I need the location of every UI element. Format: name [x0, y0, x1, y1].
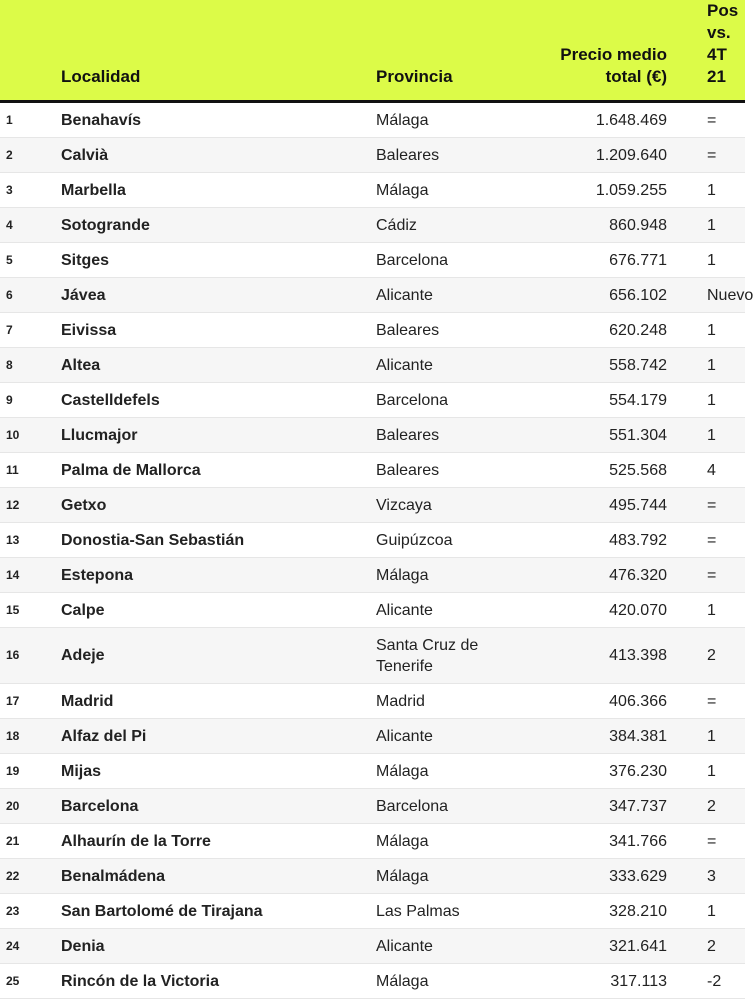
cell-pos: 1 [667, 208, 745, 243]
cell-localidad: Llucmajor [61, 418, 376, 453]
table-row [0, 684, 745, 719]
table-row [0, 243, 745, 278]
cell-pos: = [667, 558, 745, 593]
cell-rank: 20 [0, 789, 61, 824]
cell-pos: 1 [667, 173, 745, 208]
table-row [0, 859, 745, 894]
cell-provincia: Alicante [376, 278, 546, 313]
cell-precio: 317.113 [546, 964, 667, 999]
cell-pos: 3 [667, 859, 745, 894]
cell-localidad: Palma de Mallorca [61, 453, 376, 488]
cell-provincia: Santa Cruz de Tenerife [376, 628, 546, 684]
cell-pos: 1 [667, 313, 745, 348]
cell-rank: 14 [0, 558, 61, 593]
cell-precio: 676.771 [546, 243, 667, 278]
cell-localidad: Benalmádena [61, 859, 376, 894]
cell-pos: = [667, 523, 745, 558]
cell-localidad: Calvià [61, 138, 376, 173]
cell-localidad: Alhaurín de la Torre [61, 824, 376, 859]
cell-pos: 1 [667, 754, 745, 789]
cell-provincia: Guipúzcoa [376, 523, 546, 558]
cell-pos: 2 [667, 929, 745, 964]
cell-rank: 15 [0, 593, 61, 628]
cell-localidad: Mijas [61, 754, 376, 789]
cell-pos: -2 [667, 964, 745, 999]
cell-precio: 554.179 [546, 383, 667, 418]
cell-localidad: Sitges [61, 243, 376, 278]
cell-rank: 17 [0, 684, 61, 719]
cell-provincia: Málaga [376, 754, 546, 789]
cell-provincia: Barcelona [376, 243, 546, 278]
cell-provincia: Vizcaya [376, 488, 546, 523]
cell-provincia: Barcelona [376, 789, 546, 824]
cell-precio: 1.059.255 [546, 173, 667, 208]
cell-rank: 13 [0, 523, 61, 558]
cell-precio: 495.744 [546, 488, 667, 523]
cell-rank: 9 [0, 383, 61, 418]
cell-provincia: Las Palmas [376, 894, 546, 929]
cell-rank: 21 [0, 824, 61, 859]
cell-rank: 4 [0, 208, 61, 243]
table-row [0, 719, 745, 754]
cell-pos: 1 [667, 243, 745, 278]
table-row [0, 418, 745, 453]
cell-pos: 1 [667, 719, 745, 754]
cell-rank: 10 [0, 418, 61, 453]
cell-pos: 2 [667, 628, 745, 684]
cell-localidad: Benahavís [61, 102, 376, 138]
cell-rank: 12 [0, 488, 61, 523]
cell-localidad: Getxo [61, 488, 376, 523]
cell-rank: 3 [0, 173, 61, 208]
cell-provincia: Málaga [376, 173, 546, 208]
cell-precio: 558.742 [546, 348, 667, 383]
cell-localidad: Marbella [61, 173, 376, 208]
cell-precio: 483.792 [546, 523, 667, 558]
cell-provincia: Alicante [376, 593, 546, 628]
cell-pos: = [667, 488, 745, 523]
table-row [0, 348, 745, 383]
table-row [0, 558, 745, 593]
cell-rank: 19 [0, 754, 61, 789]
header-localidad: Localidad [61, 0, 376, 102]
cell-localidad: Alfaz del Pi [61, 719, 376, 754]
cell-localidad: Eivissa [61, 313, 376, 348]
cell-localidad: Jávea [61, 278, 376, 313]
cell-pos: 4 [667, 453, 745, 488]
header-precio: Precio medio total (€) [546, 0, 667, 102]
cell-pos: 2 [667, 789, 745, 824]
cell-provincia: Baleares [376, 313, 546, 348]
table-row [0, 894, 745, 929]
cell-provincia: Málaga [376, 964, 546, 999]
cell-localidad: Adeje [61, 628, 376, 684]
cell-localidad: Altea [61, 348, 376, 383]
cell-rank: 24 [0, 929, 61, 964]
cell-pos: 1 [667, 348, 745, 383]
cell-localidad: Barcelona [61, 789, 376, 824]
cell-rank: 7 [0, 313, 61, 348]
cell-rank: 8 [0, 348, 61, 383]
header-pos: Pos vs. 4T 21 [667, 0, 745, 102]
cell-precio: 860.948 [546, 208, 667, 243]
cell-pos: 1 [667, 383, 745, 418]
table-row [0, 754, 745, 789]
cell-precio: 1.648.469 [546, 102, 667, 138]
table-row [0, 102, 745, 138]
cell-rank: 2 [0, 138, 61, 173]
cell-precio: 420.070 [546, 593, 667, 628]
table-row [0, 208, 745, 243]
cell-localidad: Denia [61, 929, 376, 964]
cell-localidad: Donostia-San Sebastián [61, 523, 376, 558]
cell-provincia: Baleares [376, 138, 546, 173]
table-row [0, 628, 745, 684]
cell-localidad: Estepona [61, 558, 376, 593]
table-row [0, 593, 745, 628]
cell-provincia: Málaga [376, 824, 546, 859]
table-row [0, 278, 745, 313]
cell-localidad: Calpe [61, 593, 376, 628]
table-row [0, 173, 745, 208]
cell-precio: 406.366 [546, 684, 667, 719]
cell-provincia: Alicante [376, 348, 546, 383]
table-row [0, 453, 745, 488]
cell-precio: 333.629 [546, 859, 667, 894]
cell-rank: 16 [0, 628, 61, 684]
cell-pos: = [667, 138, 745, 173]
cell-provincia: Baleares [376, 453, 546, 488]
cell-provincia: Barcelona [376, 383, 546, 418]
cell-precio: 376.230 [546, 754, 667, 789]
cell-rank: 11 [0, 453, 61, 488]
cell-pos: Nuevo [667, 278, 745, 313]
cell-pos: = [667, 824, 745, 859]
cell-localidad: Rincón de la Victoria [61, 964, 376, 999]
table-row [0, 138, 745, 173]
cell-pos: 1 [667, 593, 745, 628]
header-provincia: Provincia [376, 0, 546, 102]
cell-rank: 5 [0, 243, 61, 278]
table-row [0, 789, 745, 824]
table-row [0, 383, 745, 418]
cell-rank: 1 [0, 102, 61, 138]
table-row [0, 523, 745, 558]
cell-localidad: Madrid [61, 684, 376, 719]
cell-precio: 620.248 [546, 313, 667, 348]
header-rank [0, 0, 61, 102]
table-body [0, 102, 753, 999]
cell-precio: 384.381 [546, 719, 667, 754]
cell-precio: 525.568 [546, 453, 667, 488]
table-row [0, 488, 745, 523]
cell-precio: 551.304 [546, 418, 667, 453]
table-row [0, 929, 745, 964]
cell-precio: 413.398 [546, 628, 667, 684]
cell-precio: 656.102 [546, 278, 667, 313]
cell-provincia: Madrid [376, 684, 546, 719]
cell-pos: = [667, 684, 745, 719]
cell-pos: 1 [667, 894, 745, 929]
cell-localidad: Castelldefels [61, 383, 376, 418]
cell-rank: 18 [0, 719, 61, 754]
cell-localidad: San Bartolomé de Tirajana [61, 894, 376, 929]
cell-provincia: Alicante [376, 719, 546, 754]
cell-rank: 23 [0, 894, 61, 929]
cell-provincia: Baleares [376, 418, 546, 453]
table-row [0, 313, 745, 348]
header-row [0, 0, 745, 102]
cell-provincia: Cádiz [376, 208, 546, 243]
cell-precio: 476.320 [546, 558, 667, 593]
cell-precio: 1.209.640 [546, 138, 667, 173]
table-row [0, 824, 745, 859]
cell-provincia: Málaga [376, 558, 546, 593]
cell-provincia: Málaga [376, 102, 546, 138]
cell-rank: 6 [0, 278, 61, 313]
cell-provincia: Alicante [376, 929, 546, 964]
cell-precio: 328.210 [546, 894, 667, 929]
cell-rank: 22 [0, 859, 61, 894]
cell-precio: 341.766 [546, 824, 667, 859]
cell-pos: 1 [667, 418, 745, 453]
cell-localidad: Sotogrande [61, 208, 376, 243]
cell-precio: 347.737 [546, 789, 667, 824]
cell-provincia: Málaga [376, 859, 546, 894]
cell-pos: = [667, 102, 745, 138]
cell-precio: 321.641 [546, 929, 667, 964]
cell-rank: 25 [0, 964, 61, 999]
table-row [0, 964, 745, 999]
